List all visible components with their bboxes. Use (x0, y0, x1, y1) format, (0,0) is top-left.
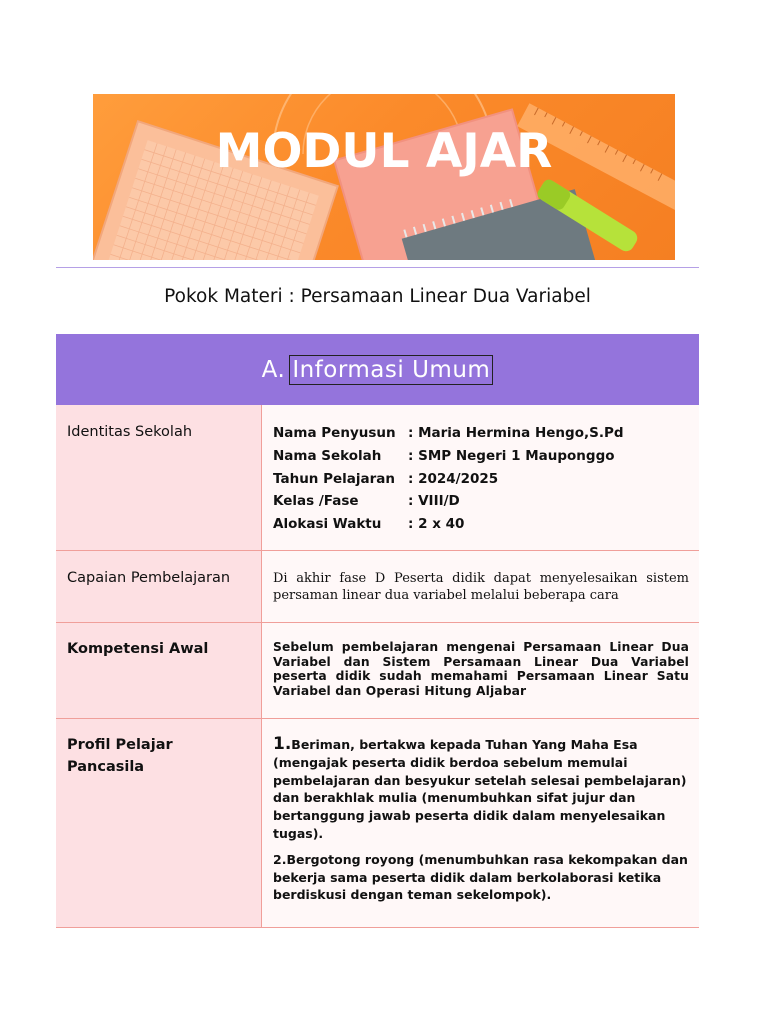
section-header (56, 334, 699, 405)
table-row (56, 623, 699, 719)
row-value-cell (262, 405, 699, 550)
list-item (273, 445, 689, 468)
row-value-cell (262, 623, 699, 718)
item-key: Nama Penyusun (273, 425, 396, 441)
row-label-cell (56, 405, 262, 550)
list-item (273, 490, 689, 513)
row-value-cell (262, 551, 699, 622)
table-row (56, 405, 699, 551)
list-item (273, 468, 689, 491)
banner-image (93, 94, 675, 260)
item-key: Nama Sekolah (273, 447, 382, 464)
table-row (56, 551, 699, 623)
row-value-cell (262, 719, 699, 927)
item-value: : SMP Negeri 1 Mauponggo (408, 447, 615, 464)
item-key: Kelas /Fase (273, 493, 359, 510)
label-profil: Profil Pelajar Pancasila (67, 737, 173, 775)
item-value: : Maria Hermina Hengo,S.Pd (408, 425, 624, 441)
item-number: 1. (273, 734, 292, 754)
label-identitas: Identitas Sekolah (67, 424, 193, 440)
capaian-text: Di akhir fase D Peserta didik dapat menyelesaikan sistem persaman linear dua variabel melalui beberapa cara (273, 571, 689, 603)
item-value: : 2024/2025 (408, 470, 499, 487)
list-item (273, 422, 689, 445)
kompetensi-text: Sebelum pembelajaran mengenai Persamaan Linear Dua Variabel dan Sistem Persamaan Linear Dua Variabel peserta didik sudah memahami Persamaan Linear Satu Variabel dan Operasi Hitung Aljabar (273, 640, 689, 698)
identity-list (273, 422, 689, 536)
list-item (273, 736, 689, 843)
item-text: Bergotong royong (menumbuhkan rasa kekompakan dan bekerja sama peserta didik dalam berkolaborasi ketika berdiskusi dengan teman sekelompok). (273, 851, 688, 903)
section-prefix: A. (261, 356, 286, 383)
table-row (56, 719, 699, 928)
section-title: Informasi Umum (289, 355, 493, 385)
row-label-cell (56, 623, 262, 718)
label-capaian: Capaian Pembelajaran (67, 570, 231, 586)
item-key: Alokasi Waktu (273, 516, 382, 533)
label-kompetensi: Kompetensi Awal (67, 641, 209, 657)
row-label-cell (56, 551, 262, 622)
info-table (56, 334, 699, 928)
item-text: Beriman, bertakwa kepada Tuhan Yang Maha Esa (mengajak peserta didik berdoa sebelum memulai pembelajaran dan besyukur setelah selesai pembelajaran) dan berakhlak mulia (menumbuhkan sifat jujur dan bertanggung jawab peserta didik dalam menyelesaikan tugas). (273, 737, 687, 841)
row-label-cell (56, 719, 262, 927)
item-value: : 2 x 40 (408, 516, 465, 533)
item-value: : VIII/D (408, 493, 460, 510)
item-number: 2. (273, 851, 287, 867)
list-item (273, 513, 689, 536)
list-item (273, 851, 689, 904)
banner-title: MODUL AJAR (215, 124, 553, 179)
item-key: Tahun Pelajaran (273, 470, 396, 487)
subject-line: Pokok Materi : Persamaan Linear Dua Variabel (164, 286, 591, 307)
divider (56, 267, 699, 268)
